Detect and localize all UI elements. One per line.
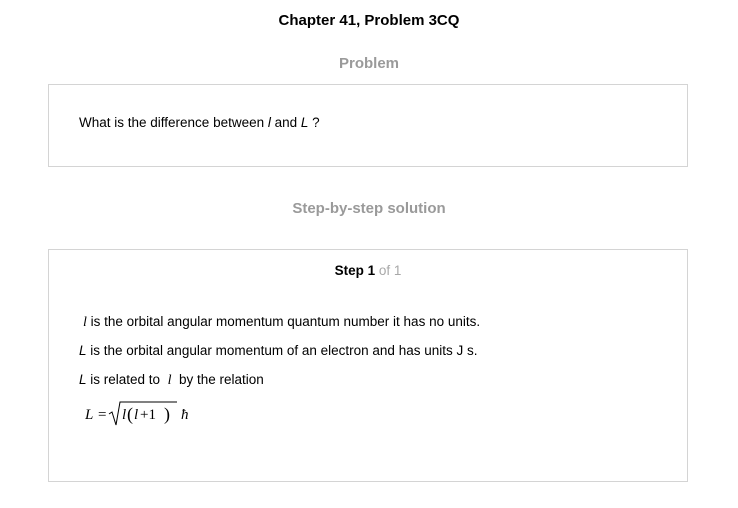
problem-text-and: and	[270, 115, 301, 130]
formula-radicand-l: l	[122, 407, 127, 423]
angular-momentum-formula	[85, 398, 205, 430]
line1-text: is the orbital angular momentum quantum number it has no units.	[86, 314, 481, 329]
line3-var-l: l	[167, 373, 172, 388]
line3-var-L: L	[79, 372, 87, 387]
problem-var-L: L	[300, 115, 309, 130]
problem-var-l: l	[267, 115, 271, 130]
formula-equals: =	[98, 407, 107, 423]
line1-var-l: l	[83, 315, 87, 330]
formula-lhs: L	[85, 407, 94, 423]
problem-box	[48, 84, 688, 167]
formula-close-paren: )	[164, 404, 170, 424]
problem-text-before: What is the difference between	[79, 115, 268, 130]
problem-text-after: ?	[308, 115, 320, 130]
line2-text: is the orbital angular momentum of an electron and has units J s.	[86, 343, 478, 358]
step-number: 1	[367, 263, 376, 278]
line3-text-end: by the relation	[175, 372, 264, 387]
formula-hbar: ħ	[181, 407, 189, 423]
formula-open-paren: (	[127, 404, 133, 424]
formula-inner-l: l	[134, 407, 139, 423]
step-heading	[49, 263, 687, 278]
solution-heading: Step-by-step solution	[292, 200, 446, 217]
problem-text	[79, 115, 320, 130]
step-of: of 1	[378, 263, 402, 278]
solution-line-2	[79, 343, 477, 358]
page-title: Chapter 41, Problem 3CQ	[278, 12, 460, 29]
problem-heading: Problem	[338, 55, 399, 72]
line3-text-mid: is related to	[86, 372, 164, 387]
solution-line-1	[83, 314, 480, 331]
solution-line-3	[79, 372, 264, 389]
formula-plus-one: +1	[140, 407, 156, 423]
step-label: Step	[334, 263, 364, 278]
line2-var-L: L	[79, 343, 87, 358]
solution-box	[48, 249, 688, 482]
